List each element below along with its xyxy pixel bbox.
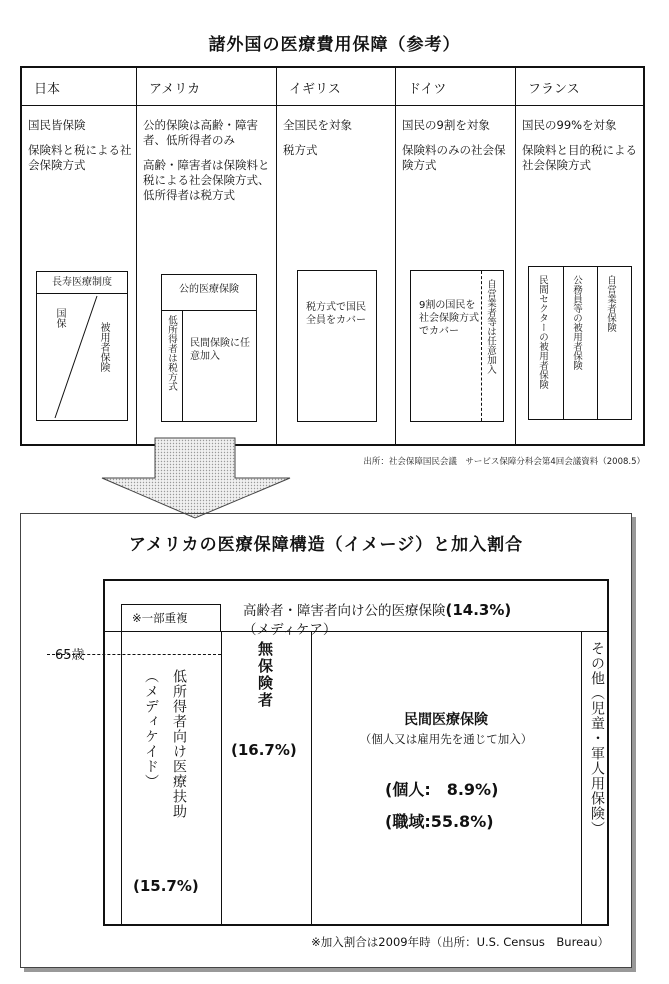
- desc-line: 保険料のみの社会保険方式: [402, 143, 506, 172]
- col-header: アメリカ: [137, 68, 276, 106]
- top-title: 諸外国の医療費用保障（参考）: [208, 35, 461, 55]
- desc-line: 高齢・障害者は保険料と税による社会保険方式、低所得者は税方式: [143, 158, 270, 202]
- private-workplace: (職域:55.8%): [385, 812, 494, 831]
- col-header: ドイツ: [396, 68, 515, 106]
- col-desc: [283, 118, 391, 168]
- other-label: その他（児童・軍人用保険）: [589, 641, 605, 836]
- desc-line: 国民の9割を対象: [402, 118, 490, 132]
- col-desc: [402, 118, 511, 183]
- age-65-line: [47, 654, 221, 655]
- japan-left-label: 国保: [54, 308, 65, 328]
- bottom-title: アメリカの医療保障構造（イメージ）と加入割合: [128, 535, 524, 555]
- source-note: 出所：社会保障国民会議 サービス保障分科会第4回会議資料（2008.5）: [363, 457, 645, 467]
- france-col1-label: 民間セクターの被用者保険: [537, 275, 548, 389]
- usa-box-title: 公的医療保険: [162, 275, 256, 311]
- private-label: 民間医療保険: [404, 712, 488, 728]
- medicaid-sub: （メディケイド）: [143, 669, 159, 789]
- col-germany: [396, 68, 516, 444]
- germany-box: [410, 270, 504, 422]
- desc-line: 公的保険は高齢・障害者、低所得者のみ: [143, 118, 258, 147]
- overlap-label: ※一部重複: [121, 604, 221, 631]
- desc-line: 税方式: [283, 143, 318, 157]
- uk-box: [297, 270, 377, 422]
- japan-box: [36, 271, 128, 421]
- structure-diagram: [103, 579, 609, 926]
- france-box: [528, 266, 632, 420]
- comparison-table: [20, 66, 645, 446]
- col-japan: [22, 68, 137, 444]
- medicaid-pct: (15.7%): [133, 877, 199, 895]
- germany-left-label: 9割の国民を社会保険方式でカバー: [419, 300, 479, 337]
- france-col3-label: 自営業者保険: [605, 275, 616, 332]
- diagonal-divider: [37, 294, 127, 420]
- desc-line: 保険料と税による社会保険方式: [28, 143, 132, 172]
- col-uk: [277, 68, 396, 444]
- col-desc: [28, 118, 132, 183]
- desc-line: 国民皆保険: [28, 118, 86, 132]
- uninsured-label: 無保険者: [256, 641, 274, 709]
- down-arrow-icon: [100, 436, 300, 520]
- uk-box-text: 税方式で国民全員をカバー: [306, 302, 366, 326]
- other-divider: [581, 631, 582, 924]
- col-france: [516, 68, 643, 444]
- desc-line: 保険料と目的税による社会保険方式: [522, 143, 637, 172]
- uninsured-divider: [311, 631, 312, 924]
- col-header: フランス: [516, 68, 643, 106]
- col-header: イギリス: [277, 68, 395, 106]
- japan-box-title: 長寿医療制度: [37, 272, 127, 294]
- desc-line: 国民の99%を対象: [522, 118, 617, 132]
- usa-box: [161, 274, 257, 422]
- usa-right-label: 民間保険に任意加入: [190, 338, 250, 362]
- col-desc: [522, 118, 639, 183]
- col-header: 日本: [22, 68, 136, 106]
- japan-right-label: 被用者保険: [98, 322, 109, 372]
- usa-structure-panel: [20, 513, 632, 968]
- germany-divider: [481, 271, 482, 421]
- col-usa: [137, 68, 277, 444]
- footnote: ※加入割合は2009年時（出所：U.S. Census Bureau）: [311, 935, 609, 949]
- germany-right-label: 自営業者等は任意加入: [485, 279, 496, 374]
- france-col2-label: 公務員等の被用者保険: [571, 275, 582, 370]
- col-desc: [143, 118, 272, 213]
- age-label: 65歳: [55, 648, 85, 663]
- medicaid-label: 低所得者向け医療扶助: [171, 669, 187, 819]
- uninsured-pct: (16.7%): [231, 741, 297, 759]
- medicare-label: 高齢者・障害者向け公的医療保険(14.3%) （メディケア）: [243, 601, 512, 638]
- private-individual: (個人: 8.9%): [385, 780, 499, 799]
- private-sub: （個人又は雇用先を通じて加入）: [359, 732, 533, 746]
- usa-left-label: 低所得者は税方式: [166, 315, 177, 391]
- desc-line: 全国民を対象: [283, 118, 352, 132]
